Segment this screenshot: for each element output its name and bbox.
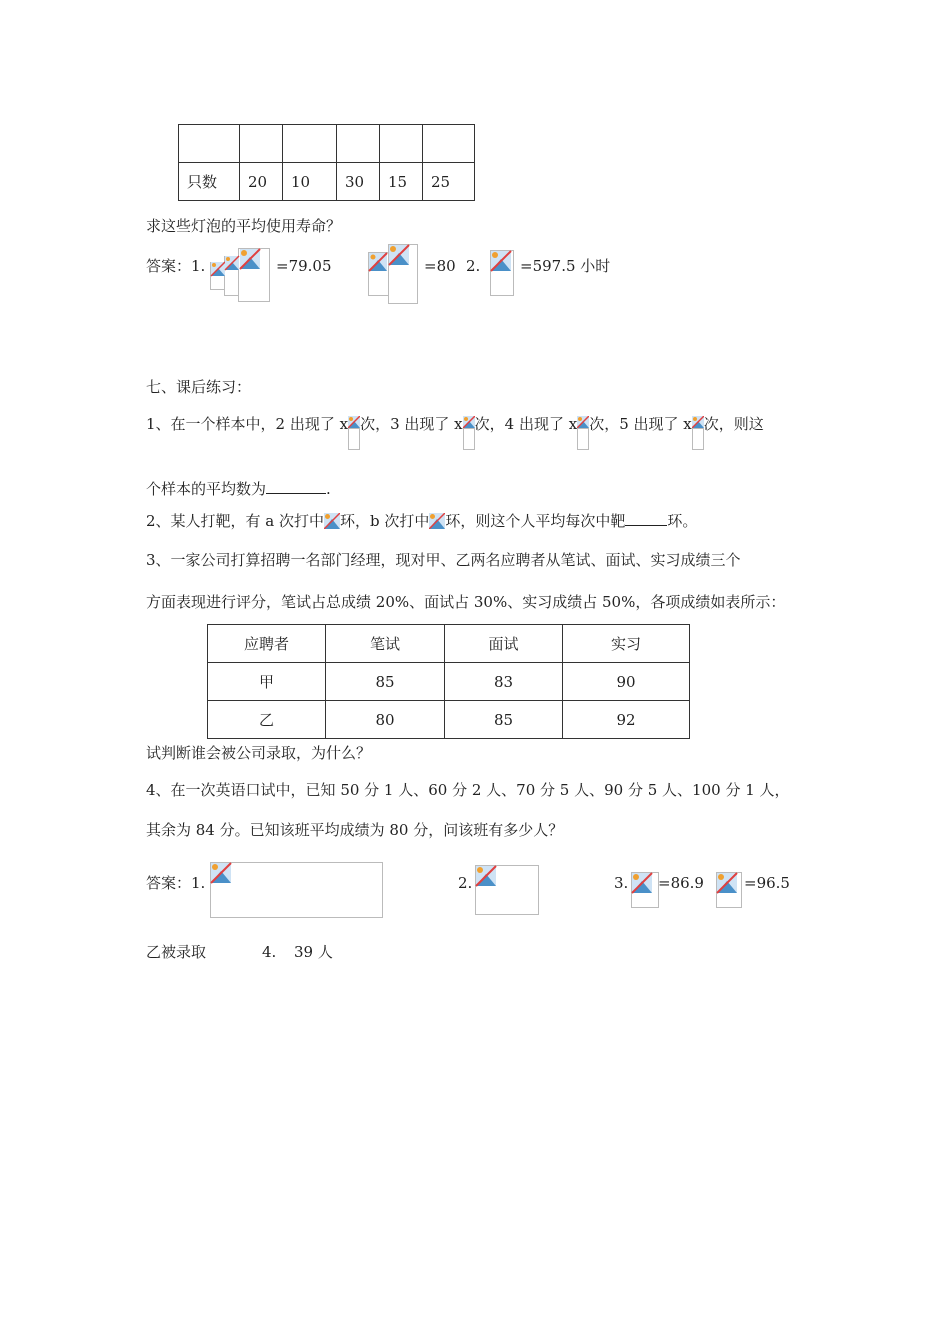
answer-text: 乙被录取 xyxy=(146,943,207,961)
question-text: 环，则这个人平均每次中靶 xyxy=(445,512,626,530)
table-cell xyxy=(337,125,380,163)
table-cell xyxy=(423,125,475,163)
table-cell xyxy=(240,125,283,163)
question-text: 求这些灯泡的平均使用寿命？ xyxy=(146,217,342,235)
table-cell: 15 xyxy=(380,163,423,201)
question-text: 2、某人打靶，有 a 次打中 xyxy=(146,512,325,530)
table-cell: 85 xyxy=(445,701,563,739)
answer-value: =80 xyxy=(424,257,456,275)
section-heading: 七、课后练习： xyxy=(146,378,252,396)
table-cell xyxy=(283,125,337,163)
table-cell xyxy=(380,125,423,163)
table-cell: 25 xyxy=(423,163,475,201)
answer-blank xyxy=(625,511,667,526)
answer-number: 2. xyxy=(458,874,473,892)
question-text: 次，4 出现了 x xyxy=(474,415,578,433)
question-1 xyxy=(146,414,764,434)
table-cell: 20 xyxy=(240,163,283,201)
table-cell: 83 xyxy=(445,663,563,701)
table-cell: 90 xyxy=(563,663,690,701)
question-text: 1、在一个样本中，2 出现了 x xyxy=(146,415,349,433)
table-header: 面试 xyxy=(445,625,563,663)
question-3-line1: 3、一家公司打算招聘一名部门经理，现对甲、乙两名应聘者从笔试、面试、实习成绩三个 xyxy=(146,551,741,569)
table-cell: 30 xyxy=(337,163,380,201)
answer-number: 4. xyxy=(262,943,277,961)
question-text: 环，b 次打中 xyxy=(340,512,430,530)
question-4-line1: 4、在一次英语口试中，已知 50 分 1 人、60 分 2 人、70 分 5 人、90 分 5 人、100 分 1 人， xyxy=(146,781,790,799)
answer-value: =96.5 xyxy=(744,874,790,892)
table-cell: 只数 xyxy=(179,163,240,201)
answer-value: =79.05 xyxy=(276,257,332,275)
table-row xyxy=(179,125,475,163)
table-header: 应聘者 xyxy=(208,625,326,663)
table-header: 实习 xyxy=(563,625,690,663)
question-text: 次，3 出现了 x xyxy=(360,415,463,433)
answer-text: 39 人 xyxy=(294,943,333,961)
question-3-line2: 方面表现进行评分，笔试占总成绩 20%、面试占 30%、实习成绩占 50%，各项成绩如表所示： xyxy=(146,593,786,611)
table-cell: 10 xyxy=(283,163,337,201)
broken-image-icon xyxy=(463,416,475,432)
answer-label: 答案：1. xyxy=(146,874,206,892)
broken-image-icon xyxy=(692,416,704,432)
answer-blank xyxy=(266,479,326,494)
table-cell: 乙 xyxy=(208,701,326,739)
table-cell: 80 xyxy=(326,701,445,739)
question-text: 个样本的平均数为 xyxy=(146,480,267,498)
score-table xyxy=(207,624,690,739)
table-row xyxy=(208,663,690,701)
table-cell: 85 xyxy=(326,663,445,701)
table-header: 笔试 xyxy=(326,625,445,663)
broken-image-icon xyxy=(429,513,445,529)
question-text: 试判断谁会被公司录取，为什么？ xyxy=(146,744,372,762)
question-text: 环。 xyxy=(667,512,698,530)
broken-image-icon xyxy=(324,513,340,529)
table-row xyxy=(208,701,690,739)
table-row xyxy=(179,163,475,201)
question-text: 次，5 出现了 x xyxy=(589,415,692,433)
question-1-line2 xyxy=(146,479,331,499)
answer-value: =86.9 xyxy=(658,874,704,892)
answer-label: 答案：1. xyxy=(146,257,206,275)
table-cell: 92 xyxy=(563,701,690,739)
broken-image-icon xyxy=(348,416,360,432)
table-cell: 甲 xyxy=(208,663,326,701)
answer-number: 3. xyxy=(614,874,629,892)
broken-image-icon xyxy=(577,416,589,432)
bulb-table xyxy=(178,124,475,201)
question-2 xyxy=(146,511,697,531)
answer-value: =597.5 小时 xyxy=(520,257,611,275)
question-text: 次，则这 xyxy=(703,415,764,433)
question-4-line2: 其余为 84 分。已知该班平均成绩为 80 分，问该班有多少人？ xyxy=(146,821,564,839)
answer-number: 2. xyxy=(466,257,481,275)
table-header-row xyxy=(208,625,690,663)
table-cell xyxy=(179,125,240,163)
question-text: . xyxy=(326,480,331,498)
